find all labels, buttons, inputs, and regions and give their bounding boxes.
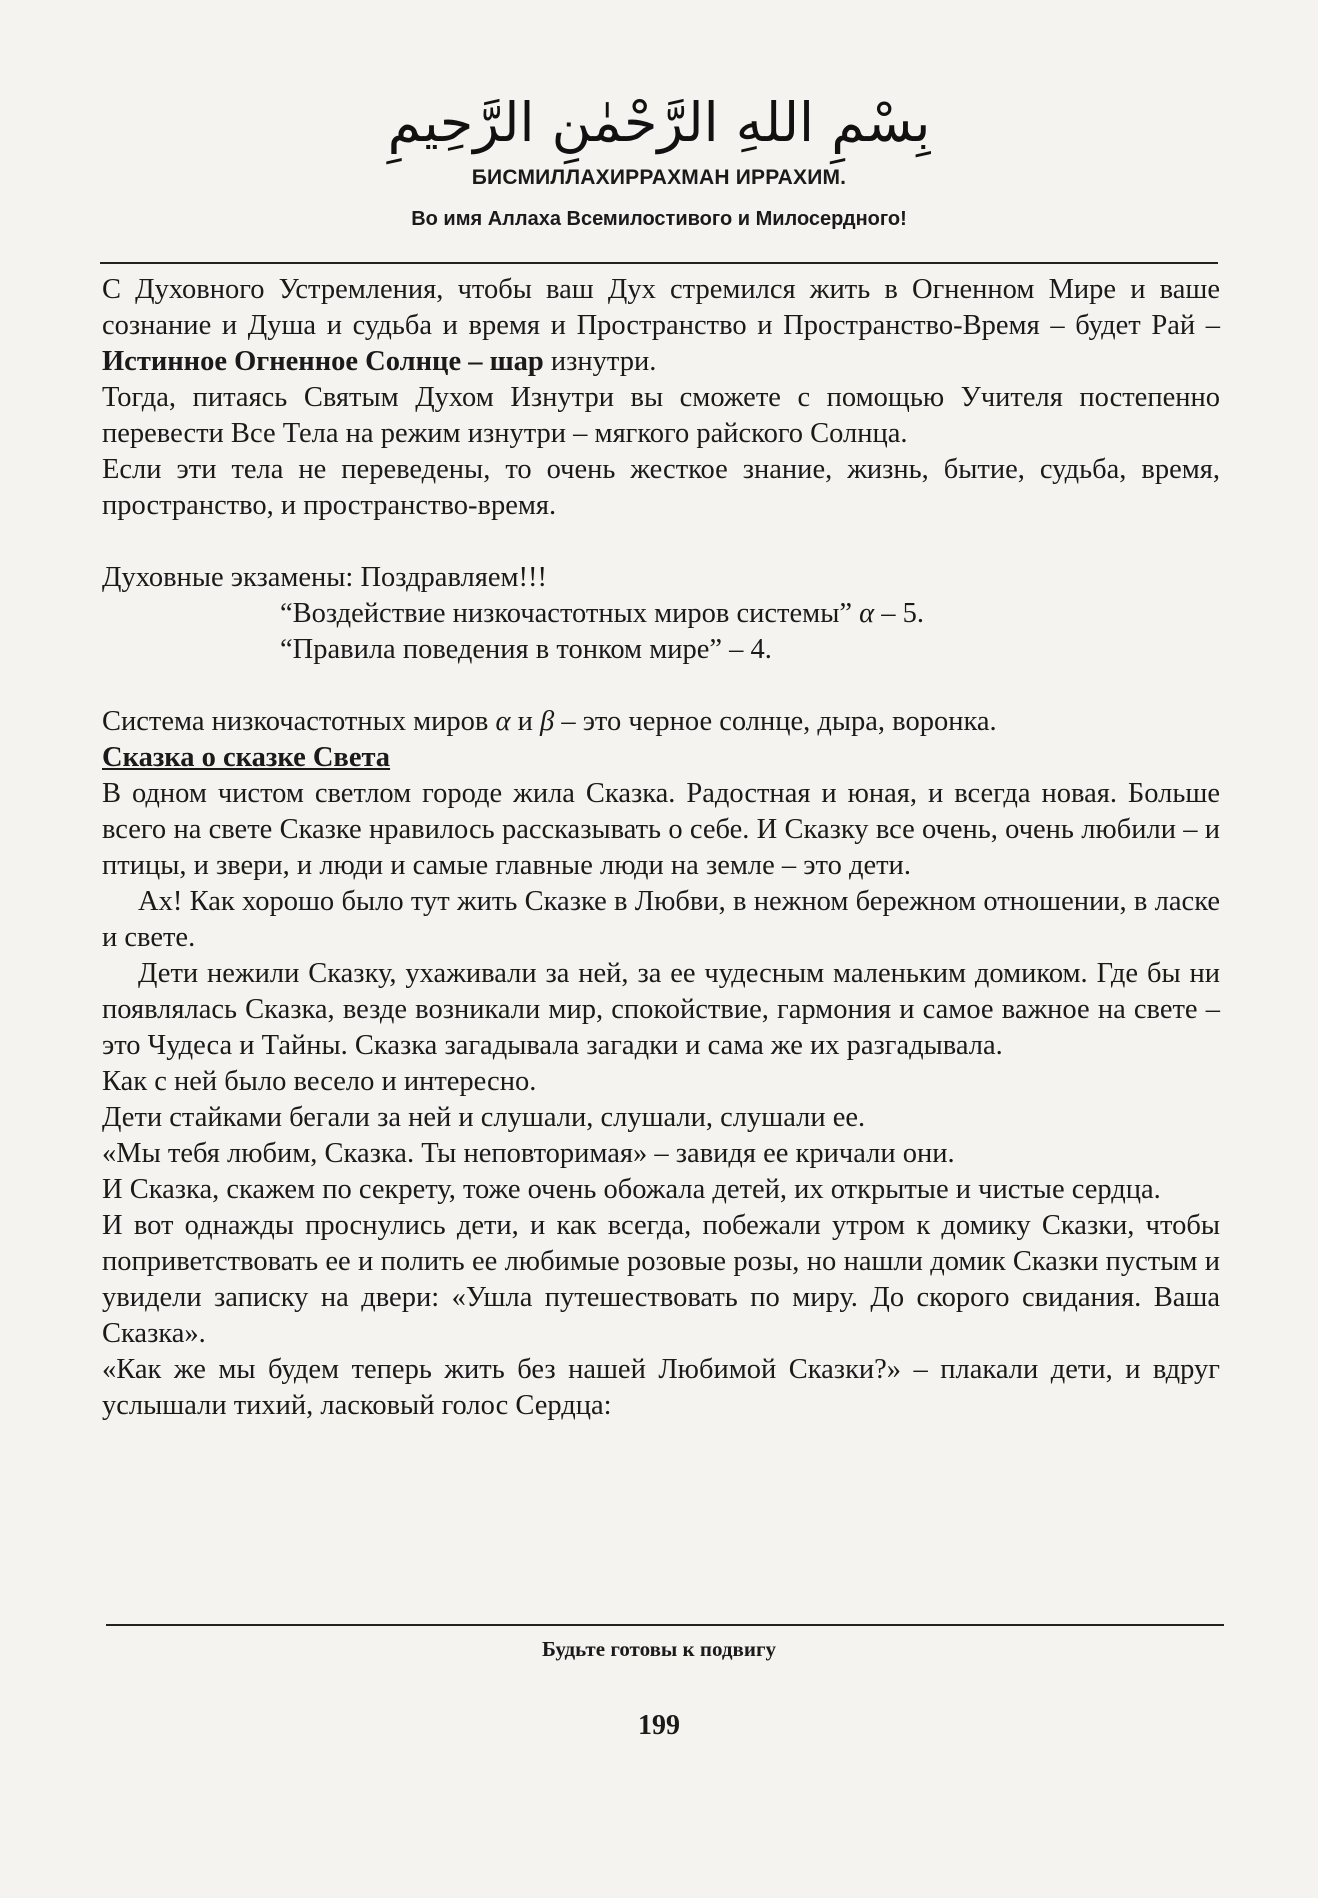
footer-divider [106, 1624, 1224, 1626]
paragraph-text: и [510, 706, 540, 737]
system-paragraph [102, 704, 1220, 740]
paragraph-text: изнутри. [543, 346, 657, 377]
story-title: Сказка о сказке Света [102, 742, 391, 773]
exams-intro: Духовные экзамены: Поздравляем!!! [102, 562, 548, 593]
paragraph: Если эти тела не переведены, то очень жесткое знание, жизнь, бытие, судьба, время, пространство, и пространство-время. [102, 454, 1220, 521]
basmala-calligraphy: بِسْمِ اللهِ الرَّحْمٰنِ الرَّحِيمِ [387, 91, 931, 154]
alpha-symbol: α [859, 598, 875, 629]
story-paragraph: «Как же мы будем теперь жить без нашей Любимой Сказки?» – плакали дети, и вдруг услышали тихий, ласковый голос Сердца: [102, 1354, 1220, 1421]
exam-result-2: “Правила поведения в тонком мире” – 4. [280, 634, 772, 665]
exam-result-1 [102, 596, 1220, 632]
paragraph [102, 272, 1220, 380]
story-paragraph: Как с ней было весело и интересно. [102, 1066, 537, 1097]
story-paragraph: Ах! Как хорошо было тут жить Сказке в Любви, в нежном бережном отношении, в ласке и свете. [102, 886, 1220, 953]
story-paragraph: Дети стайками бегали за ней и слушали, слушали, слушали ее. [102, 1102, 866, 1133]
page-header [0, 88, 1318, 231]
paragraph-text: Система низкочастотных миров [102, 706, 496, 737]
running-footer: Будьте готовы к подвигу [541, 1637, 777, 1661]
paragraph: Тогда, питаясь Святым Духом Изнутри вы сможете с помощью Учителя постепенно перевести Все Тела на режим изнутри – мягкого райского Солнца. [102, 382, 1220, 449]
spacer [102, 524, 1220, 560]
bold-phrase: Истинное Огненное Солнце – шар [102, 346, 544, 377]
story-paragraph: Дети нежили Сказку, ухаживали за ней, за ее чудесным маленьким домиком. Где бы ни появлялась Сказка, везде возникали мир, спокойствие, гармония и самое важное на свете – это Чудеса и Тайны. Сказка загадывала загадки и сама же их разгадывала. [102, 958, 1220, 1061]
exam-text: “Воздействие низкочастотных миров системы” [280, 598, 860, 629]
basmala-transliteration: БИСМИЛЛАХИРРАХМАН ИРРАХИМ. [471, 166, 847, 189]
exam-score: – 5. [874, 598, 924, 629]
alpha-symbol: α [495, 706, 511, 737]
page-number: 199 [638, 1710, 680, 1741]
story-paragraph: «Мы тебя любим, Сказка. Ты неповторимая» – завидя ее кричали они. [102, 1138, 955, 1169]
page-body [102, 272, 1220, 1424]
basmala-translation: Во имя Аллаха Всемилостивого и Милосердного! [411, 208, 907, 230]
story-paragraph: И Сказка, скажем по секрету, тоже очень обожала детей, их открытые и чистые сердца. [102, 1174, 1161, 1205]
story-paragraph: И вот однажды проснулись дети, и как всегда, побежали утром к домику Сказки, чтобы поприветствовать ее и полить ее любимые розовые розы, но нашли домик Сказки пустым и увидели записку на двери: «Ушла путешествовать по миру. До скорого свидания. Ваша Сказка». [102, 1210, 1220, 1349]
paragraph-text: С Духовного Устремления, чтобы ваш Дух стремился жить в Огненном Мире и ваше сознание и Душа и судьба и время и Пространство и Пространство-Время – будет Рай – [102, 274, 1220, 341]
header-divider [100, 262, 1218, 264]
beta-symbol: β [539, 706, 555, 737]
story-paragraph: В одном чистом светлом городе жила Сказка. Радостная и юная, и всегда новая. Больше всего на свете Сказке нравилось рассказывать о себе. И Сказку все очень, очень любили – и птицы, и звери, и люди и самые главные люди на земле – это дети. [102, 778, 1220, 881]
spacer [102, 668, 1220, 704]
paragraph-text: – это черное солнце, дыра, воронка. [554, 706, 997, 737]
